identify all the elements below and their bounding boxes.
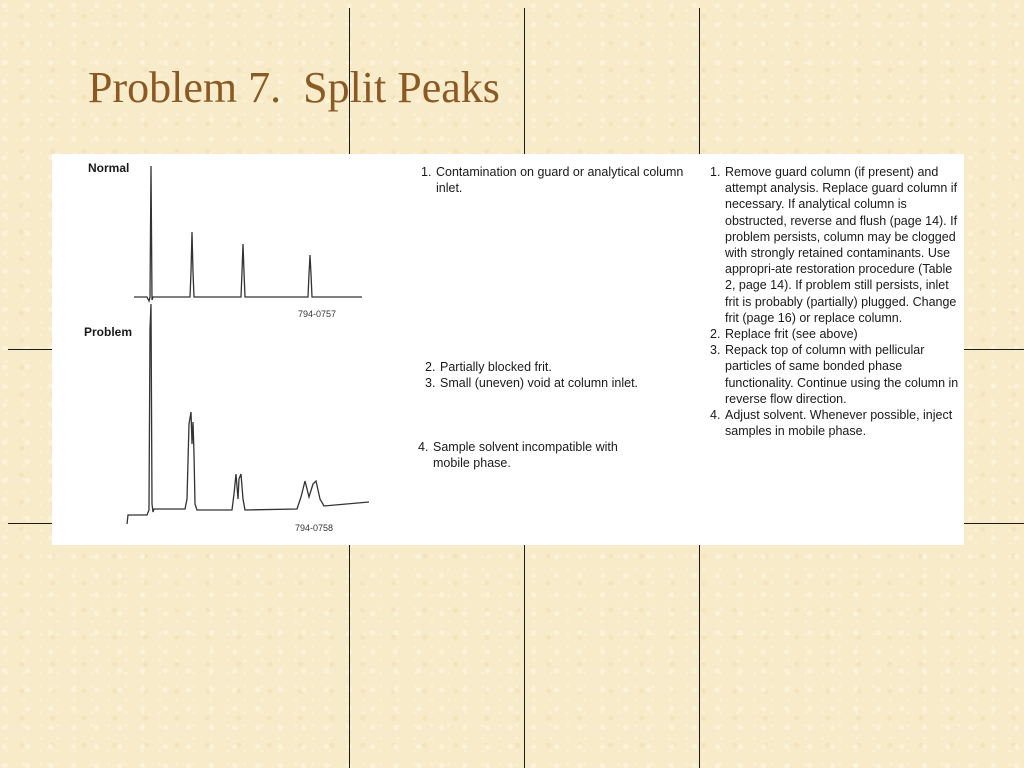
solution-text: Adjust solvent. Whenever possible, inject samples in mobile phase.: [725, 408, 953, 439]
content-figure: [52, 154, 964, 545]
problem-figure-code: 794-0758: [295, 523, 334, 533]
solution-text: Repack top of column with pellicular particles of same bonded phase functionality. Continue using the column in reverse flow direction.: [725, 343, 959, 406]
problem-label: Problem: [84, 325, 133, 339]
cause-text: Sample solvent incompatible with mobile phase.: [433, 440, 618, 471]
solution-text: Remove guard column (if present) and attempt analysis. Replace guard column if necessary. If analytical column is obstructed, reverse and flush (page 14). If problem persists, column may be clogged with strongly retained contaminants. Use appropri-ate restoration procedure (Table 2, page 14). If problem still persists, inlet frit is probably (partially) plugged. Change frit (page 16) or replace column.: [725, 165, 958, 325]
cause-4: [418, 439, 658, 471]
normal-label: Normal: [88, 161, 130, 175]
cause-1: [421, 164, 686, 196]
cause-number: 2.: [425, 360, 436, 374]
solution-item: [710, 342, 962, 407]
solution-item: [710, 164, 962, 326]
grid-line: [964, 523, 1024, 524]
normal-chromatogram-trace: [134, 166, 362, 301]
solution-number: 1.: [710, 165, 721, 179]
grid-line: [964, 349, 1024, 350]
solution-item: [710, 326, 962, 342]
slide-title: Problem 7. Split Peaks: [88, 63, 500, 112]
solution-list: [710, 164, 962, 439]
solution-number: 4.: [710, 408, 721, 423]
grid-line: [8, 523, 52, 524]
problem-chromatogram-trace: [127, 304, 369, 524]
grid-line: [8, 349, 52, 350]
cause-text: Small (uneven) void at column inlet.: [440, 376, 639, 391]
solution-item: [710, 407, 962, 439]
chromatogram-figure: [52, 154, 392, 545]
cause-number: 4.: [418, 440, 429, 454]
cause-text: Partially blocked frit.: [440, 360, 552, 374]
solution-number: 3.: [710, 343, 721, 358]
cause-2-3: [425, 359, 690, 391]
cause-number: 1.: [421, 165, 432, 179]
normal-figure-code: 794-0757: [298, 309, 337, 319]
solution-number: 2.: [710, 327, 721, 342]
cause-number: 3.: [425, 376, 436, 391]
cause-text: Contamination on guard or analytical column inlet.: [436, 165, 684, 196]
solution-text: Replace frit (see above): [725, 327, 858, 342]
